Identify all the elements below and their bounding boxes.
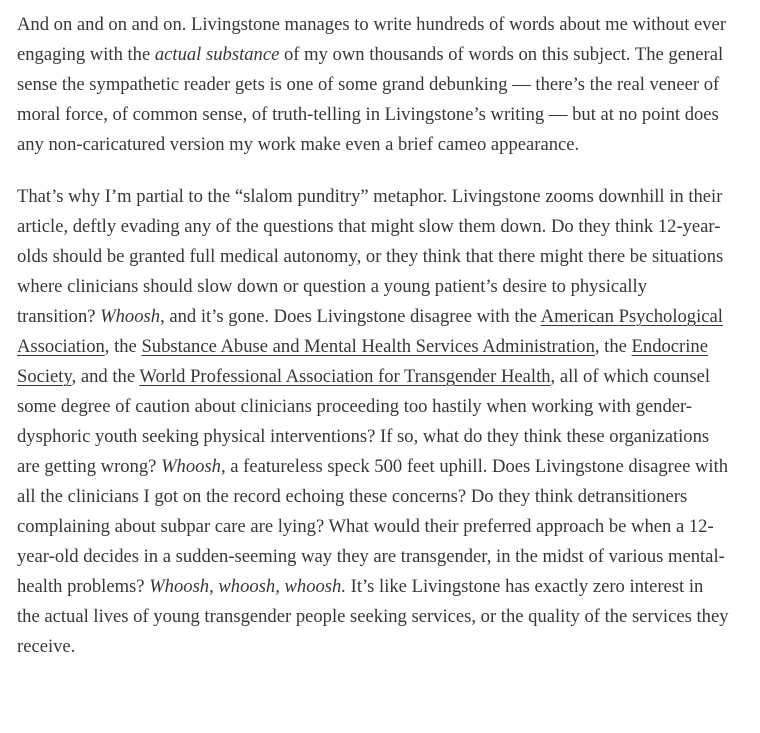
paragraph-text: , a featureless speck 500 feet uphill. Does Livingstone disagree with all the clinicians I got on the record echoing these concerns? Do they think detransitioners complaining about subpar care are lying? What would their preferred approach be when a 12-year-old decides in a sudden-seeming way they are transgender, in the midst of various mental-health problems? <box>17 456 729 597</box>
paragraph-text: And on and on and on. Livingstone manages to write hundreds of words about me without ever engaging with the <box>17 14 727 65</box>
paragraph-1 <box>17 10 730 160</box>
paragraph-text: , the <box>594 336 632 357</box>
paragraph-text: , and the <box>71 366 140 387</box>
paragraph-text: of my own thousands of words on this subject. The general sense the sympathetic reader gets is one of some grand debunking — there’s the real veneer of moral force, of common sense, of truth-telling in Livingstone’s writing — but at no point does any non-caricatured version my work make even a brief cameo appearance. <box>17 44 724 155</box>
paragraph-2 <box>17 182 730 662</box>
emphasis-text: Whoosh <box>100 306 161 327</box>
link-wpath[interactable]: World Professional Association for Transgender Health <box>139 366 551 387</box>
paragraph-text: , all of which counsel some degree of caution about clinicians proceeding too hastily when working with gender-dysphoric youth seeking physical interventions? If so, what do they think these organizations are getting wrong? <box>17 366 711 477</box>
emphasis-text: Whoosh <box>161 456 221 477</box>
paragraph-text: That’s why I’m partial to the “slalom punditry” metaphor. Livingstone zooms downhill in their article, deftly evading any of the questions that might slow them down. Do they think 12-year-olds should be granted full medical autonomy, or they think that there might there be situations where clinicians should slow down or question a young patient’s desire to physically transition? <box>17 186 724 327</box>
emphasis-text: actual substance <box>154 44 280 65</box>
paragraph-text: , the <box>104 336 142 357</box>
paragraph-text: , and it’s gone. Does Livingstone disagree with the <box>160 306 541 327</box>
link-american-psychological-association[interactable]: American Psychological Association <box>17 306 723 357</box>
paragraph-text: It’s like Livingstone has exactly zero interest in the actual lives of young transgender people seeking services, or the quality of the services they receive. <box>17 576 729 657</box>
link-samhsa[interactable]: Substance Abuse and Mental Health Services Administration <box>141 336 595 357</box>
link-endocrine-society[interactable]: Endocrine Society <box>17 336 708 387</box>
emphasis-text: Whoosh, whoosh, whoosh. <box>149 576 346 597</box>
